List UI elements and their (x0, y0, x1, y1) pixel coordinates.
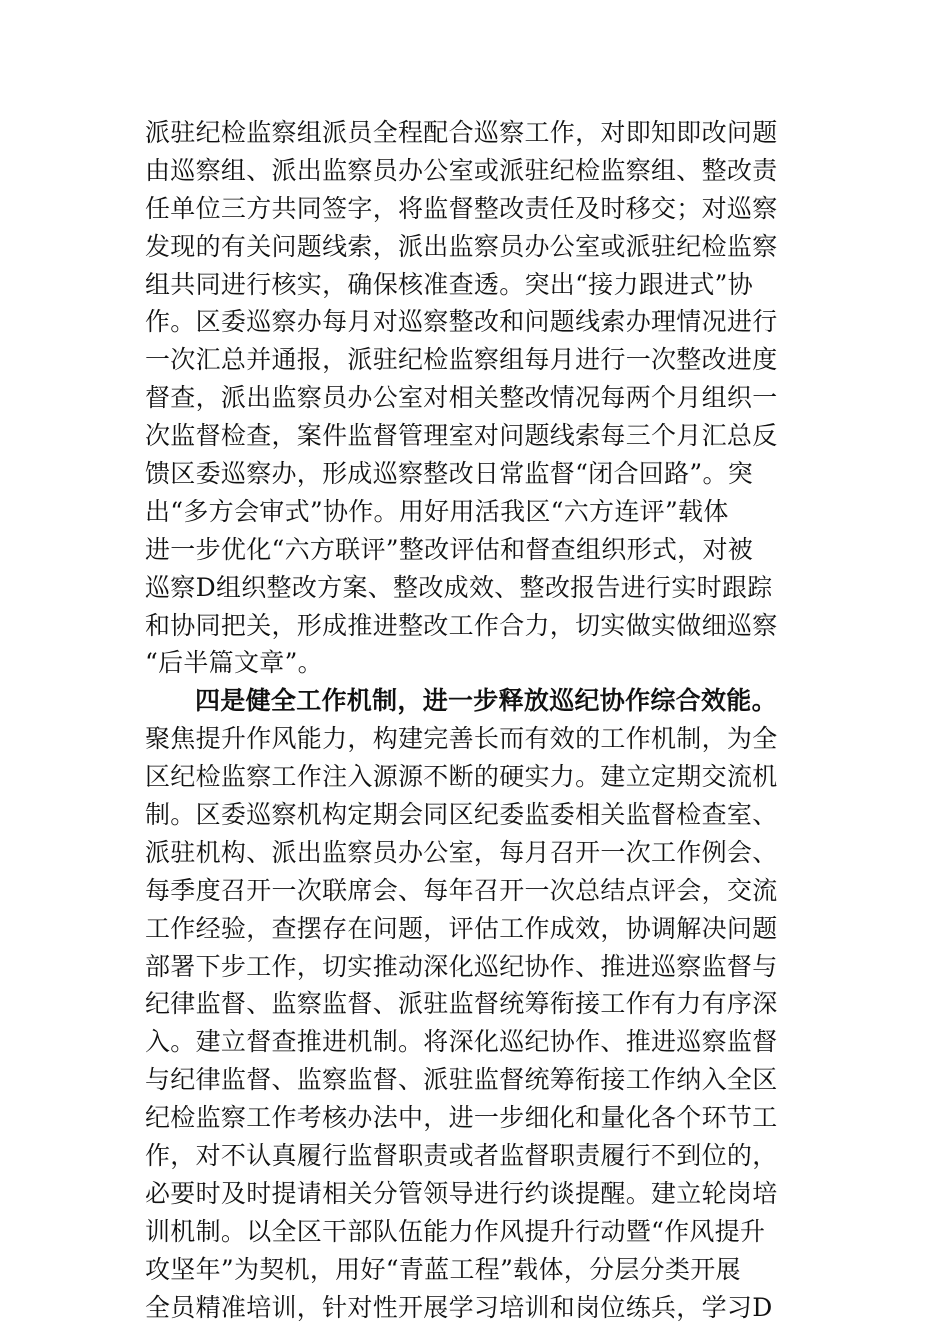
paragraph-line: 每季度召开一次联席会、每年召开一次总结点评会，交流 (145, 875, 778, 905)
paragraph-line: 作，对不认真履行监督职责或者监督职责履行不到位的， (145, 1141, 778, 1171)
document-body (145, 114, 810, 1327)
paragraph-line: 发现的有关问题线索，派出监察员办公室或派驻纪检监察 (145, 231, 778, 261)
paragraph-line: 由巡察组、派出监察员办公室或派驻纪检监察组、整改责 (145, 155, 778, 185)
paragraph-line: 入。建立督查推进机制。将深化巡纪协作、推进巡察监督 (145, 1027, 778, 1057)
paragraph-line: 制。区委巡察机构定期会同区纪委监委相关监督检查室、 (145, 800, 778, 830)
paragraph-line: 训机制。以全区干部队伍能力作风提升行动暨“作风提升 (145, 1216, 766, 1246)
paragraph-line: 聚焦提升作风能力，构建完善长而有效的工作机制，为全 (145, 724, 778, 754)
paragraph-line: 督查，派出监察员办公室对相关整改情况每两个月组织一 (145, 383, 778, 413)
section-heading-line: 四是健全工作机制，进一步释放巡纪协作综合效能。 (195, 686, 777, 716)
paragraph-line: 区纪检监察工作注入源源不断的硬实力。建立定期交流机 (145, 762, 778, 792)
paragraph-line: 必要时及时提请相关分管领导进行约谈提醒。建立轮岗培 (145, 1178, 778, 1208)
paragraph-line: 和协同把关，形成推进整改工作合力，切实做实做细巡察 (145, 610, 778, 640)
paragraph-line: 攻坚年”为契机，用好“青蓝工程”载体，分层分类开展 (145, 1254, 741, 1284)
paragraph-line: 组共同进行核实，确保核准查透。突出“接力跟进式”协 (145, 269, 754, 299)
paragraph-line: 部署下步工作，切实推动深化巡纪协作、推进巡察监督与 (145, 951, 778, 981)
paragraph-line: 纪律监督、监察监督、派驻监督统筹衔接工作有力有序深 (145, 989, 778, 1019)
paragraph-line: 出“多方会审式”协作。用好用活我区“六方连评”载体 (145, 496, 729, 526)
paragraph-line: 进一步优化“六方联评”整改评估和督查组织形式，对被 (145, 534, 754, 564)
paragraph-line: 纪检监察工作考核办法中，进一步细化和量化各个环节工 (145, 1103, 778, 1133)
paragraph-line: 全员精准培训，针对性开展学习培训和岗位练兵，学习D (145, 1292, 773, 1322)
paragraph-line: 次监督检查，案件监督管理室对问题线索每三个月汇总反 (145, 421, 778, 451)
paragraph-line: 任单位三方共同签字，将监督整改责任及时移交；对巡察 (145, 193, 778, 223)
paragraph-line: 与纪律监督、监察监督、派驻监督统筹衔接工作纳入全区 (145, 1065, 778, 1095)
paragraph-line: 派驻纪检监察组派员全程配合巡察工作，对即知即改问题 (145, 118, 778, 147)
paragraph-line: 馈区委巡察办，形成巡察整改日常监督“闭合回路”。突 (145, 459, 754, 489)
paragraph-line: “后半篇文章”。 (145, 648, 323, 678)
paragraph-line: 一次汇总并通报，派驻纪检监察组每月进行一次整改进度 (145, 345, 778, 375)
paragraph-line: 派驻机构、派出监察员办公室，每月召开一次工作例会、 (145, 837, 778, 867)
paragraph-line: 作。区委巡察办每月对巡察整改和问题线索办理情况进行 (145, 307, 778, 337)
paragraph-line: 工作经验，查摆存在问题，评估工作成效，协调解决问题 (145, 913, 778, 943)
paragraph-line: 巡察D组织整改方案、整改成效、整改报告进行实时跟踪 (145, 572, 773, 602)
